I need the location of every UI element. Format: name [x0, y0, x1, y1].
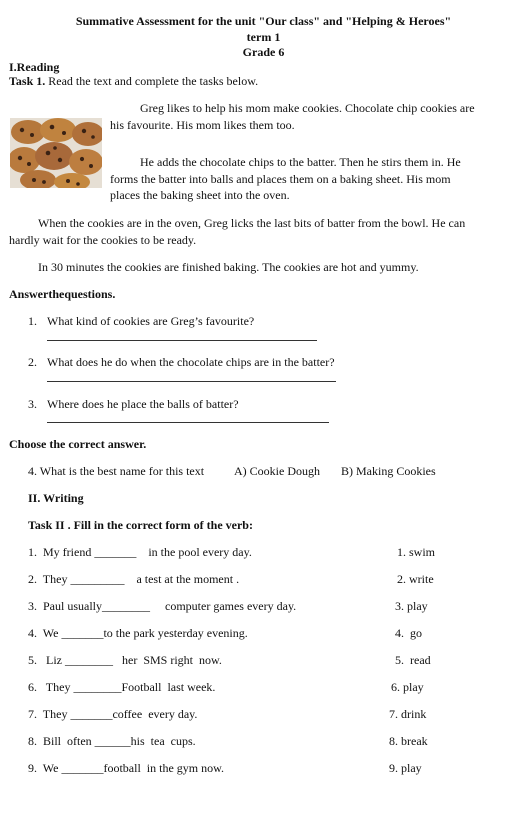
- fill-in-sentence[interactable]: 9. We _______football in the gym now.: [28, 761, 225, 775]
- paragraph2-line2: forms the batter into balls and places them on a baking sheet. His mom: [110, 172, 451, 186]
- paragraph1-line1: Greg likes to help his mom make cookies. Chocolate chip cookies are: [140, 101, 475, 115]
- grade-label: Grade 6: [242, 45, 285, 59]
- page-title: Summative Assessment for the unit "Our class" and "Helping & Heroes": [75, 14, 452, 28]
- verb-hint: 6. play: [391, 680, 424, 694]
- fill-in-sentence[interactable]: 3. Paul usually________ computer games every day.: [28, 599, 297, 613]
- paragraph4: In 30 minutes the cookies are finished baking. The cookies are hot and yummy.: [38, 260, 419, 274]
- verb-hint: 8. break: [389, 734, 428, 748]
- question-text: What does he do when the chocolate chips are in the batter?: [47, 355, 335, 369]
- question-text: What kind of cookies are Greg’s favourite?: [47, 314, 255, 328]
- task1-text: Read the text and complete the tasks below.: [45, 74, 259, 88]
- reading-section-heading: I.Reading: [9, 60, 60, 74]
- choose-question: 4. What is the best name for this text: [28, 464, 205, 478]
- verb-hint: 4. go: [395, 626, 422, 640]
- fill-in-sentence[interactable]: 2. They _________ a test at the moment .: [28, 572, 240, 586]
- question-number: 2.: [28, 355, 37, 369]
- answer-line[interactable]: [47, 340, 317, 341]
- question-number: 3.: [28, 397, 37, 411]
- task1-instruction: [9, 74, 258, 89]
- verb-hint: 2. write: [397, 572, 434, 586]
- verb-hint: 9. play: [389, 761, 422, 775]
- fill-in-sentence[interactable]: 4. We _______to the park yesterday evening.: [28, 626, 248, 640]
- verb-hint: 3. play: [395, 599, 428, 613]
- question-number: 1.: [28, 314, 37, 328]
- paragraph2-line1: He adds the chocolate chips to the batter. Then he stirs them in. He: [140, 155, 461, 169]
- fill-in-sentence[interactable]: 6. They ________Football last week.: [28, 680, 216, 694]
- answer-line[interactable]: [47, 381, 336, 382]
- verb-hint: 1. swim: [397, 545, 436, 559]
- question-text: Where does he place the balls of batter?: [47, 397, 239, 411]
- verb-hint: 7. drink: [389, 707, 427, 721]
- questions-heading: Answerthequestions.: [9, 287, 116, 301]
- answer-line[interactable]: [47, 422, 329, 423]
- paragraph1-line2: his favourite. His mom likes them too.: [110, 118, 295, 132]
- paragraph2-line3: places the baking sheet into the oven.: [110, 188, 290, 202]
- fill-in-sentence[interactable]: 8. Bill often ______his tea cups.: [28, 734, 196, 748]
- choose-heading: Choose the correct answer.: [9, 437, 147, 451]
- paragraph3-line1: When the cookies are in the oven, Greg licks the last bits of batter from the bowl. He can: [38, 216, 466, 230]
- writing-section-heading: II. Writing: [28, 491, 84, 505]
- option-b[interactable]: B) Making Cookies: [341, 464, 436, 478]
- task2-instruction: Task II . Fill in the correct form of the verb:: [28, 518, 253, 532]
- fill-in-sentence[interactable]: 7. They _______coffee every day.: [28, 707, 198, 721]
- term-label: term 1: [246, 30, 281, 44]
- task1-label: Task 1.: [9, 74, 46, 88]
- chocolate-chip-cookies-icon: [10, 118, 102, 188]
- verb-hint: 5. read: [395, 653, 431, 667]
- cookies-image: [10, 118, 102, 188]
- fill-in-sentence[interactable]: 5. Liz ________ her SMS right now.: [28, 653, 222, 667]
- fill-in-sentence[interactable]: 1. My friend _______ in the pool every day.: [28, 545, 252, 559]
- paragraph3-line2: hardly wait for the cookies to be ready.: [9, 233, 197, 247]
- option-a[interactable]: A) Cookie Dough: [234, 464, 320, 478]
